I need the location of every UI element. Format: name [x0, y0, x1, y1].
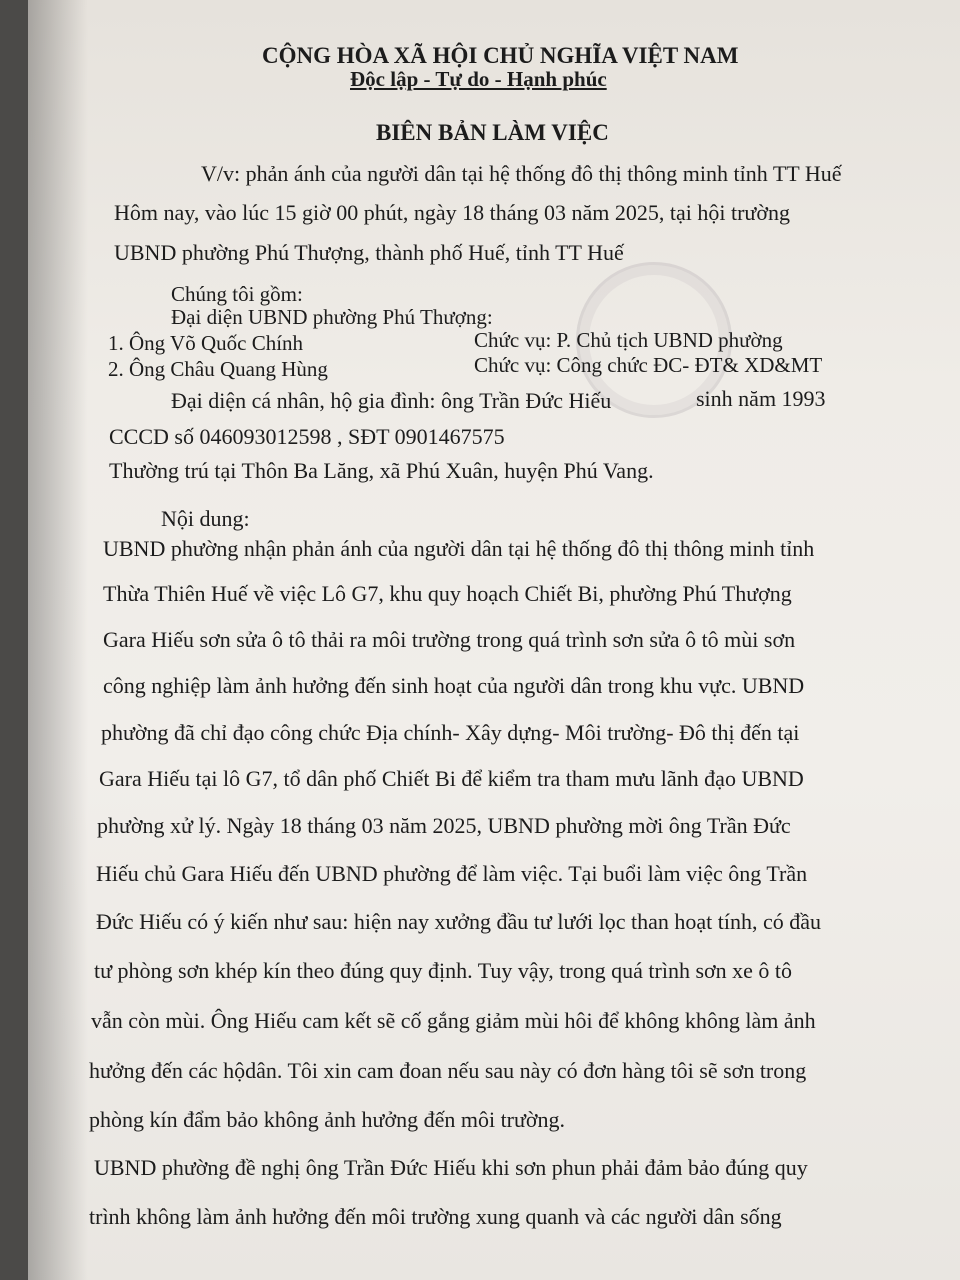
participants-heading: Chúng tôi gồm:	[171, 282, 303, 306]
motto: Độc lập - Tự do - Hạnh phúc	[350, 67, 607, 91]
content-line: vẫn còn mùi. Ông Hiếu cam kết sẽ cố gắng giảm mùi hôi để không không làm ảnh	[91, 1008, 816, 1033]
content-line: Đức Hiếu có ý kiến như sau: hiện nay xưởng đầu tư lưới lọc than hoạt tính, có đầu	[96, 909, 822, 934]
citizen-birth-year: sinh năm 1993	[696, 386, 826, 411]
residence-line: Thường trú tại Thôn Ba Lăng, xã Phú Xuân, huyện Phú Vang.	[109, 458, 654, 483]
subject-line: V/v: phản ánh của người dân tại hệ thống đô thị thông minh tỉnh TT Huế	[201, 161, 842, 186]
content-line: phòng kín đẩm bảo không ảnh hưởng đến môi trường.	[89, 1107, 566, 1132]
content-line: tư phòng sơn khép kín theo đúng quy định. Tuy vậy, trong quá trình sơn xe ô tô	[94, 958, 793, 983]
intro-line-1: Hôm nay, vào lúc 15 giờ 00 phút, ngày 18 tháng 03 năm 2025, tại hội trường	[114, 200, 790, 225]
intro-line-2: UBND phường Phú Thượng, thành phố Huế, tỉnh TT Huế	[114, 240, 624, 265]
member-2-role: Chức vụ: Công chức ĐC- ĐT& XD&MT	[474, 353, 823, 377]
content-heading: Nội dung:	[161, 506, 250, 531]
member-1-name: 1. Ông Võ Quốc Chính	[108, 331, 304, 355]
document-title: BIÊN BẢN LÀM VIỆC	[376, 120, 609, 145]
member-2-name: 2. Ông Châu Quang Hùng	[108, 357, 328, 381]
member-1-role: Chức vụ: P. Chủ tịch UBND phường	[474, 328, 783, 352]
national-title: CỘNG HÒA XÃ HỘI CHỦ NGHĨA VIỆT NAM	[262, 43, 739, 68]
content-line: UBND phường nhận phản ánh của người dân tại hệ thống đô thị thông minh tỉnh	[103, 536, 815, 561]
content-line: phường xử lý. Ngày 18 tháng 03 năm 2025, UBND phường mời ông Trần Đức	[97, 813, 791, 838]
content-line: Gara Hiếu sơn sửa ô tô thải ra môi trường trong quá trình sơn sửa ô tô mùi sơn	[103, 627, 796, 652]
citizen-representative: Đại diện cá nhân, hộ gia đình: ông Trần Đức Hiếu	[171, 388, 612, 413]
content-line: Thừa Thiên Huế về việc Lô G7, khu quy hoạch Chiết Bi, phường Phú Thượng	[103, 581, 792, 606]
content-line: phường đã chỉ đạo công chức Địa chính- Xây dựng- Môi trường- Đô thị đến tại	[101, 720, 800, 745]
content-line: công nghiệp làm ảnh hưởng đến sinh hoạt của người dân trong khu vực. UBND	[103, 673, 805, 698]
content-line: hưởng đến các hộdân. Tôi xin cam đoan nếu sau này có đơn hàng tôi sẽ sơn trong	[89, 1058, 807, 1083]
id-phone-line: CCCD số 046093012598 , SĐT 0901467575	[109, 424, 505, 449]
content-line: Gara Hiếu tại lô G7, tổ dân phố Chiết Bi để kiểm tra tham mưu lãnh đạo UBND	[99, 766, 804, 791]
document-page	[28, 0, 960, 1280]
org-representative: Đại diện UBND phường Phú Thượng:	[171, 305, 493, 329]
request-line: UBND phường đề nghị ông Trần Đức Hiếu khi sơn phun phải đảm bảo đúng quy	[94, 1155, 808, 1180]
request-line: trình không làm ảnh hưởng đến môi trường xung quanh và các người dân sống	[89, 1204, 782, 1229]
content-line: Hiếu chủ Gara Hiếu đến UBND phường để làm việc. Tại buổi làm việc ông Trần	[96, 861, 808, 886]
